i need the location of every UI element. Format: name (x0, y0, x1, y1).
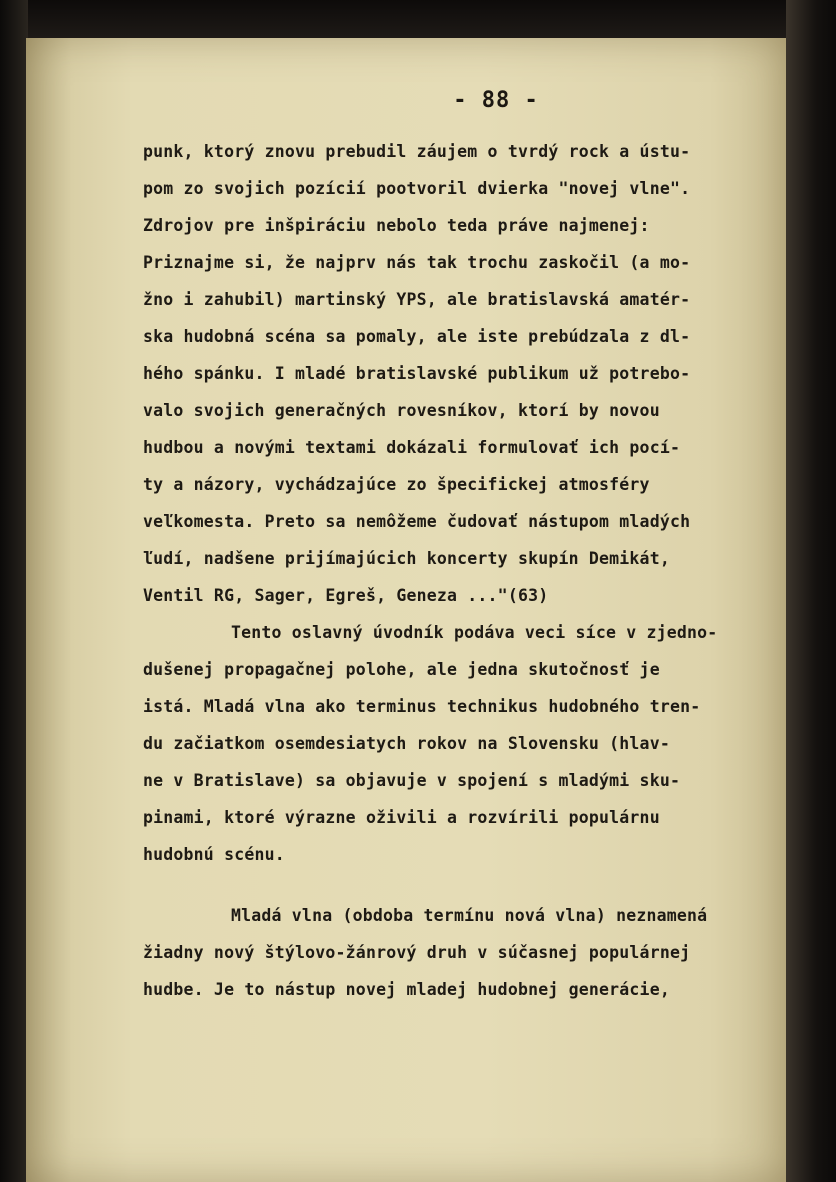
text-line: ľudí, nadšene prijímajúcich koncerty skupín Demikát, (143, 549, 670, 568)
book-spine-edge (786, 0, 836, 1182)
text-line: Mladá vlna (obdoba termínu nová vlna) neznamená (231, 906, 708, 925)
text-line: hudobnú scénu. (143, 845, 285, 864)
scanner-left-edge (0, 0, 28, 1182)
text-line: Ventil RG, Sager, Egreš, Geneza ..."(63) (143, 586, 549, 605)
text-line: ty a názory, vychádzajúce zo špecifickej atmosféry (143, 475, 650, 494)
text-line: hého spánku. I mladé bratislavské publikum už potrebo- (143, 364, 691, 383)
body-text (143, 133, 763, 1008)
scanner-top-edge (0, 0, 836, 40)
text-line: istá. Mladá vlna ako terminus technikus hudobného tren- (143, 697, 701, 716)
text-line: veľkomesta. Preto sa nemôžeme čudovať nástupom mladých (143, 512, 691, 531)
text-line: ska hudobná scéna sa pomaly, ale iste prebúdzala z dl- (143, 327, 691, 346)
text-line: du začiatkom osemdesiatych rokov na Slovensku (hlav- (143, 734, 670, 753)
text-line: pom zo svojich pozícií pootvoril dvierka "novej vlne". (143, 179, 691, 198)
text-line: Zdrojov pre inšpiráciu nebolo teda práve najmenej: (143, 216, 650, 235)
text-line: valo svojich generačných rovesníkov, ktorí by novou (143, 401, 660, 420)
text-line: Priznajme si, že najprv nás tak trochu zaskočil (a mo- (143, 253, 691, 272)
paragraph-gap (143, 873, 763, 897)
text-line: žno i zahubil) martinský YPS, ale bratislavská amatér- (143, 290, 691, 309)
text-line: punk, ktorý znovu prebudil záujem o tvrdý rock a ústu- (143, 142, 691, 161)
text-line: Tento oslavný úvodník podáva veci síce v zjedno- (231, 623, 718, 642)
text-line: hudbou a novými textami dokázali formulovať ich pocí- (143, 438, 681, 457)
text-line: pinami, ktoré výrazne oživili a rozvírili populárnu (143, 808, 660, 827)
paper-page (26, 38, 786, 1182)
text-line: ne v Bratislave) sa objavuje v spojení s mladými sku- (143, 771, 681, 790)
text-line: žiadny nový štýlovo-žánrový druh v súčasnej populárnej (143, 943, 691, 962)
text-line: dušenej propagačnej polohe, ale jedna skutočnosť je (143, 660, 660, 679)
page-number: - 88 - (453, 88, 539, 113)
text-line: hudbe. Je to nástup novej mladej hudobnej generácie, (143, 980, 670, 999)
